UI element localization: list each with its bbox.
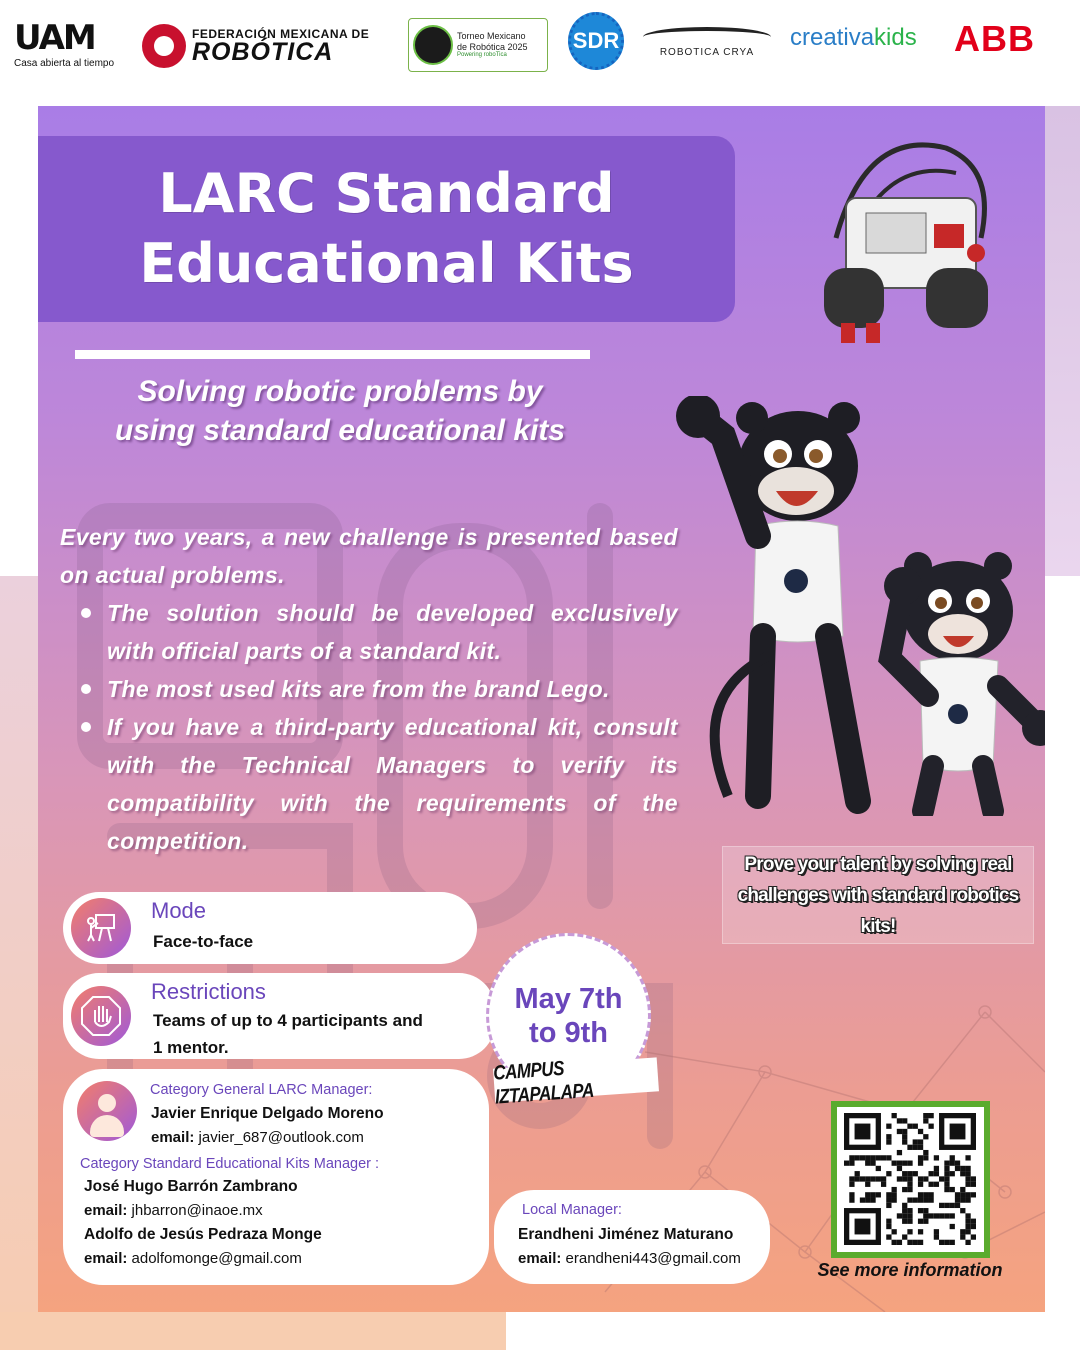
uam-logo-mark: UAM bbox=[14, 18, 95, 58]
tmr-logo-line2: de Robótica 2025 bbox=[457, 41, 528, 52]
title-banner bbox=[38, 136, 735, 322]
creativakids-logo bbox=[790, 24, 917, 52]
sponsor-logos-bar bbox=[0, 0, 1080, 100]
bullet-icon bbox=[81, 684, 91, 694]
general-manager-label: Category General LARC Manager: bbox=[150, 1082, 373, 1098]
kits-manager-email-2-value[interactable]: adolfomonge@gmail.com bbox=[131, 1250, 302, 1267]
general-manager-email-value[interactable]: javier_687@outlook.com bbox=[198, 1129, 364, 1146]
description bbox=[60, 518, 678, 860]
email-label: email: bbox=[518, 1250, 562, 1267]
email-label: email: bbox=[84, 1202, 128, 1219]
local-manager-email-value[interactable]: erandheni443@gmail.com bbox=[565, 1250, 741, 1267]
fmr-gear-icon bbox=[142, 24, 186, 68]
restrictions-value bbox=[153, 1007, 473, 1061]
mode-label: Mode bbox=[151, 898, 207, 923]
tmr-logo-line1: Torneo Mexicano bbox=[457, 31, 526, 42]
restrictions-line-2: 1 mentor. bbox=[153, 1038, 229, 1057]
local-manager-card bbox=[494, 1190, 770, 1284]
kits-manager-email-1-value[interactable]: jhbarron@inaoe.mx bbox=[131, 1202, 263, 1219]
subtitle-line-1: Solving robotic problems by bbox=[137, 375, 543, 408]
bullet-icon bbox=[81, 722, 91, 732]
qr-caption[interactable]: See more information bbox=[817, 1260, 1003, 1280]
description-intro: Every two years, a new challenge is presented based on actual problems. bbox=[60, 524, 678, 588]
subtitle-line-2: using standard educational kits bbox=[114, 414, 566, 447]
crya-swoosh-icon bbox=[643, 27, 771, 47]
title-line-1: LARC Standard bbox=[158, 161, 615, 225]
title-divider bbox=[75, 350, 590, 359]
page-title bbox=[139, 159, 633, 299]
bottom-decorative-band bbox=[0, 1312, 506, 1350]
restrictions-card bbox=[63, 973, 495, 1059]
local-manager-label: Local Manager: bbox=[522, 1202, 622, 1218]
general-manager-email bbox=[151, 1129, 364, 1146]
subtitle bbox=[60, 372, 620, 450]
crya-logo-text: ROBOTICA CRYA bbox=[659, 46, 755, 58]
creativakids-logo-part1: creativa bbox=[790, 24, 875, 51]
crya-logo bbox=[640, 18, 774, 66]
uam-tagline: Casa abierta al tiempo bbox=[14, 58, 115, 69]
general-manager-name: Javier Enrique Delgado Moreno bbox=[151, 1105, 384, 1122]
kits-manager-email-2 bbox=[84, 1250, 302, 1267]
tmr-logo-line3: Powering roboTica bbox=[457, 51, 507, 58]
qr-code-pattern bbox=[843, 1113, 977, 1245]
fmr-logo bbox=[142, 22, 374, 70]
list-item bbox=[107, 708, 678, 860]
restrictions-label: Restrictions bbox=[151, 979, 266, 1004]
kits-manager-email-1 bbox=[84, 1202, 263, 1219]
qr-code[interactable] bbox=[831, 1101, 990, 1258]
sdr-logo: SDR bbox=[568, 12, 624, 70]
local-manager-name: Erandheni Jiménez Maturano bbox=[518, 1226, 734, 1243]
poster bbox=[38, 106, 1045, 1312]
bullet-icon bbox=[81, 608, 91, 618]
requirement-text: The solution should be developed exclusively with official parts of a standard kit. bbox=[107, 600, 678, 664]
kits-manager-name-2: Adolfo de Jesús Pedraza Monge bbox=[84, 1226, 322, 1243]
requirement-text: If you have a third-party educational kit, consult with the Technical Managers to verify its compatibility with the requirements of the competition. bbox=[107, 714, 678, 854]
fmr-logo-line1: FEDERACIÓN MEXICANA DE bbox=[192, 26, 370, 41]
user-avatar-icon bbox=[77, 1081, 137, 1141]
local-manager-email bbox=[518, 1250, 741, 1267]
contacts-card bbox=[63, 1069, 489, 1285]
requirement-text: The most used kits are from the brand Lego. bbox=[107, 676, 610, 702]
mode-value: Face-to-face bbox=[153, 932, 254, 951]
campus-label bbox=[492, 1056, 659, 1109]
panther-mascots-image bbox=[668, 396, 1045, 816]
stop-hand-icon bbox=[71, 986, 131, 1046]
kits-manager-name-1: José Hugo Barrón Zambrano bbox=[84, 1178, 298, 1195]
panther-icon bbox=[413, 25, 453, 65]
kits-manager-label: Category Standard Educational Kits Manager : bbox=[80, 1156, 380, 1172]
right-decorative-band bbox=[1045, 106, 1080, 576]
list-item bbox=[107, 594, 678, 670]
creativakids-logo-part2: kids bbox=[874, 24, 917, 51]
restrictions-line-1: Teams of up to 4 participants and bbox=[153, 1011, 423, 1030]
lego-robot-image bbox=[806, 128, 1006, 358]
event-date: May 7th to 9th bbox=[514, 982, 623, 1049]
fmr-logo-line2: ROBÓTICA bbox=[192, 37, 334, 66]
promo-callout bbox=[722, 846, 1034, 944]
title-line-2: Educational Kits bbox=[139, 232, 634, 295]
email-label: email: bbox=[151, 1129, 195, 1146]
left-decorative-band bbox=[0, 576, 38, 1350]
list-item bbox=[107, 670, 678, 708]
email-label: email: bbox=[84, 1250, 128, 1267]
presentation-icon bbox=[71, 898, 131, 958]
uam-logo bbox=[14, 20, 124, 76]
promo-text: Prove your talent by solving real challenges with standard robotics kits! bbox=[737, 853, 1019, 937]
requirements-list bbox=[60, 594, 678, 860]
tmr-logo bbox=[408, 18, 548, 72]
mode-card bbox=[63, 892, 477, 964]
campus-text: CAMPUS IZTAPALAPA bbox=[492, 1056, 595, 1109]
abb-logo: ABB bbox=[954, 18, 1035, 59]
